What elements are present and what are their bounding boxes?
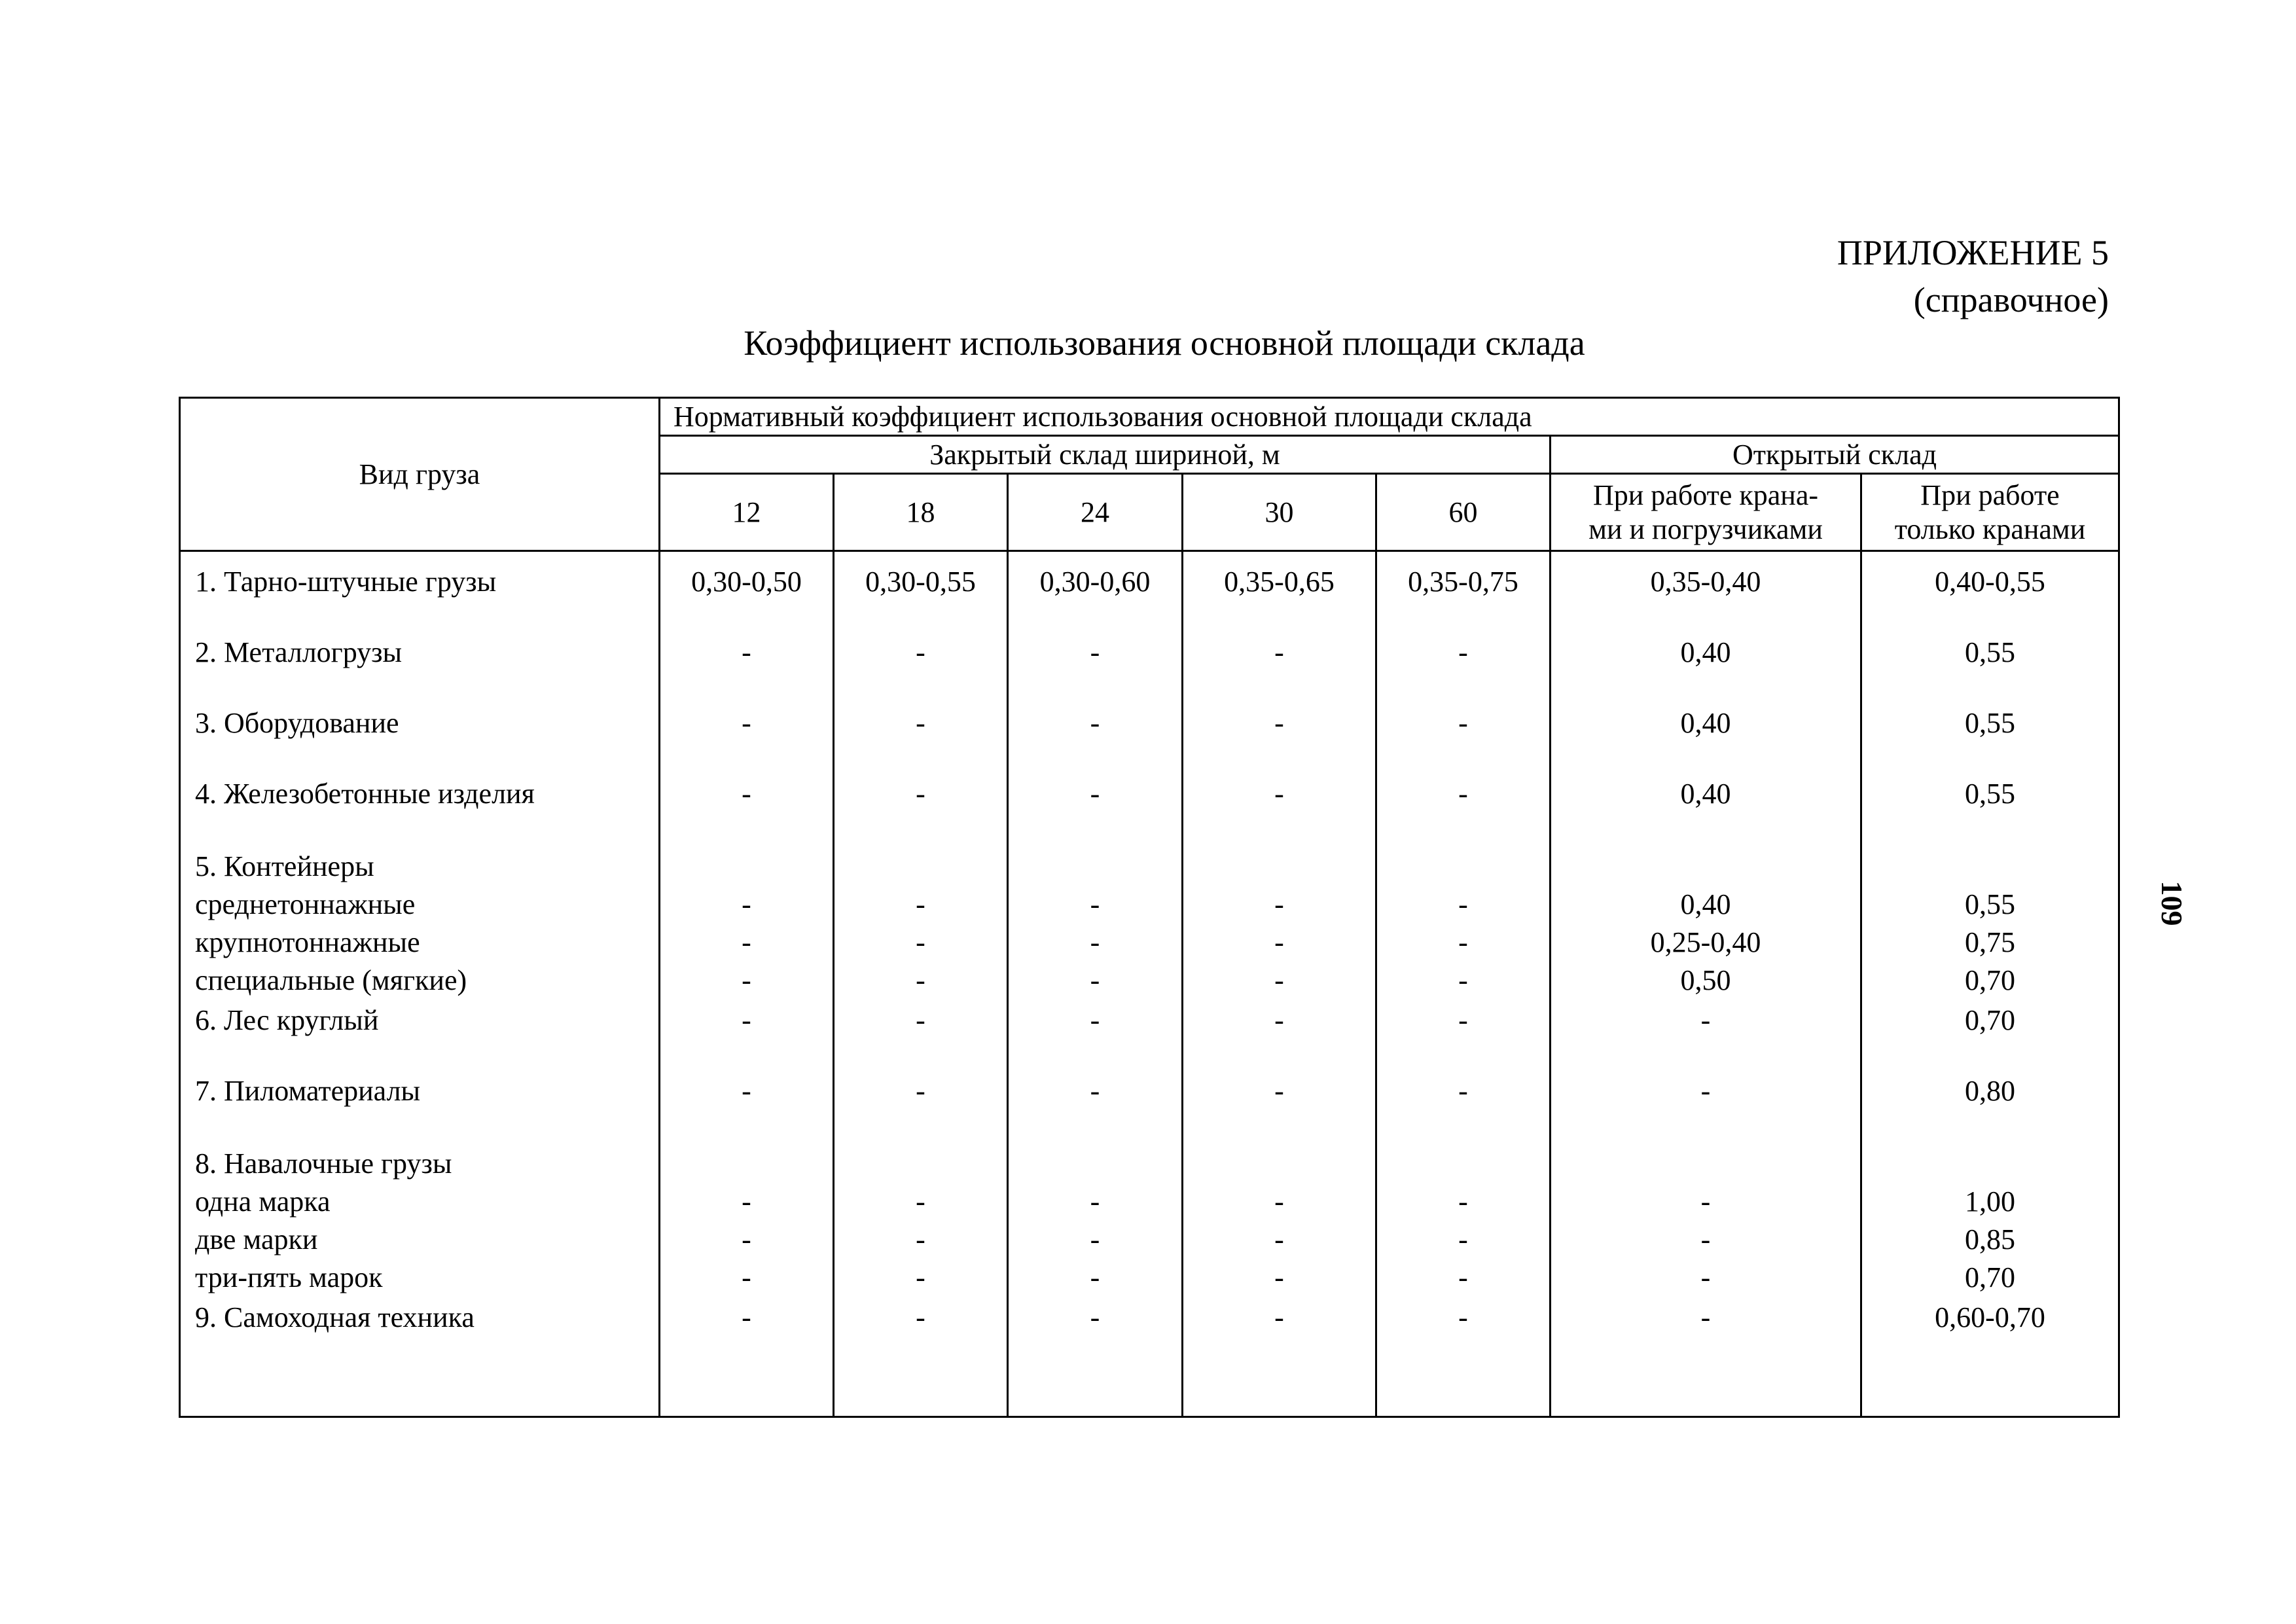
- header-closed-warehouse: Закрытый склад шириной, м: [660, 436, 1551, 474]
- row-8-sub-2-w24: -: [1090, 1223, 1100, 1255]
- row-4-w12: -: [742, 778, 751, 810]
- header-cranes-and-loaders-line2: ми и погрузчиками: [1588, 513, 1823, 545]
- row-5-sub-2-w60: -: [1458, 926, 1468, 958]
- header-cranes-and-loaders-line1: При работе крана-: [1592, 478, 1819, 511]
- row-2-label: 2. Металлогрузы: [195, 636, 403, 668]
- row-3-w12: -: [742, 707, 751, 739]
- row-8-w12: [660, 1145, 833, 1301]
- width-30-column: [1183, 551, 1376, 1417]
- row-5-label: [195, 848, 658, 1003]
- row-1-label: 1. Тарно-штучные грузы: [195, 566, 497, 598]
- row-5-sub-3-w18: -: [916, 964, 925, 996]
- row-3-w18: -: [916, 707, 925, 739]
- row-7-open2: 0,80: [1965, 1075, 2015, 1107]
- row-8-sub-1-w12: -: [742, 1185, 751, 1218]
- row-3-w30: -: [1274, 707, 1284, 739]
- header-normative-coefficient: Нормативный коэффициент использования основной площади склада: [660, 398, 2119, 436]
- table-body-row: [180, 551, 2119, 1417]
- header-cargo-type: Вид груза: [180, 398, 660, 551]
- row-5-sub-1-w18: -: [916, 888, 925, 920]
- cranes-and-loaders-column: [1551, 551, 1861, 1417]
- row-8-open1: [1551, 1145, 1860, 1301]
- row-8-label: [195, 1145, 658, 1301]
- row-8-sub-1-w24: -: [1090, 1185, 1100, 1218]
- row-3-w24: -: [1090, 707, 1100, 739]
- row-8-sub-1-w18: -: [916, 1185, 925, 1218]
- row-8-sub-3-label: три-пять марок: [195, 1261, 383, 1293]
- row-5-w12: [660, 848, 833, 1003]
- row-5-open2: [1862, 848, 2118, 1003]
- row-1-w24: 0,30-0,60: [1039, 566, 1151, 598]
- row-4-open2: 0,55: [1965, 778, 2015, 810]
- row-5-sub-2-open2: 0,75: [1965, 926, 2015, 958]
- row-9-label: 9. Самоходная техника: [195, 1301, 475, 1333]
- row-5-sub-2-w12: -: [742, 926, 751, 958]
- appendix-subtitle: (справочное): [1913, 280, 2109, 319]
- row-1-open1: 0,35-0,40: [1650, 566, 1761, 598]
- cargo-column: [180, 551, 660, 1417]
- row-5-spacer: [1551, 848, 1860, 886]
- row-5-spacer: [1377, 848, 1549, 886]
- row-8-sub-2-open2: 0,85: [1965, 1223, 2015, 1255]
- row-8-spacer: [1551, 1145, 1860, 1183]
- row-5-sub-2-w24: -: [1090, 926, 1100, 958]
- coefficient-table: [179, 397, 2120, 1418]
- row-7-label: 7. Пиломатериалы: [195, 1075, 421, 1107]
- row-7-w12: -: [742, 1075, 751, 1107]
- page-number: 109: [2155, 880, 2189, 926]
- row-8-sub-3-w18: -: [916, 1261, 925, 1293]
- row-8-spacer: [834, 1145, 1007, 1183]
- row-6-w30: -: [1274, 1004, 1284, 1036]
- row-9-w30: -: [1274, 1301, 1284, 1333]
- row-5-sub-1-w30: -: [1274, 888, 1284, 920]
- row-8-sub-3-w30: -: [1274, 1261, 1284, 1293]
- header-cranes-only: [1861, 474, 2119, 551]
- row-2-w18: -: [916, 636, 925, 668]
- row-8-spacer: [1009, 1145, 1181, 1183]
- row-5-sub-3-open2: 0,70: [1965, 964, 2015, 996]
- row-5-w30: [1183, 848, 1375, 1003]
- header-width-24: 24: [1008, 474, 1183, 551]
- width-18-column: [834, 551, 1008, 1417]
- row-5-w24: [1009, 848, 1181, 1003]
- row-4-w30: -: [1274, 778, 1284, 810]
- row-8-sub-2-w30: -: [1274, 1223, 1284, 1255]
- row-6-label: 6. Лес круглый: [195, 1004, 379, 1036]
- row-5-w18: [834, 848, 1007, 1003]
- row-8-sub-1-open2: 1,00: [1965, 1185, 2015, 1218]
- row-5-sub-2-w30: -: [1274, 926, 1284, 958]
- header-row-1: [180, 398, 2119, 436]
- row-8-sub-2-label: две марки: [195, 1223, 318, 1255]
- width-12-column: [660, 551, 834, 1417]
- row-3-label: 3. Оборудование: [195, 707, 399, 739]
- row-2-w12: -: [742, 636, 751, 668]
- row-5-sub-3-w60: -: [1458, 964, 1468, 996]
- row-9-open2: 0,60-0,70: [1935, 1301, 2045, 1333]
- row-8-w24: [1009, 1145, 1181, 1301]
- row-5-spacer: [660, 848, 833, 886]
- header-cranes-only-line2: только кранами: [1894, 513, 2086, 545]
- row-8-sub-1-label: одна марка: [195, 1185, 331, 1218]
- row-8-spacer: [660, 1145, 833, 1183]
- row-9-w24: -: [1090, 1301, 1100, 1333]
- header-open-warehouse: Открытый склад: [1551, 436, 2119, 474]
- row-3-open1: 0,40: [1680, 707, 1731, 739]
- width-60-column: [1376, 551, 1551, 1417]
- row-8-spacer: [1183, 1145, 1375, 1183]
- cranes-only-column: [1861, 551, 2119, 1417]
- row-7-w18: -: [916, 1075, 925, 1107]
- header-cranes-only-line1: При работе: [1920, 478, 2060, 511]
- row-5-sub-2-open1: 0,25-0,40: [1650, 926, 1761, 958]
- row-4-open1: 0,40: [1680, 778, 1731, 810]
- row-5-sub-1-w24: -: [1090, 888, 1100, 920]
- row-2-w30: -: [1274, 636, 1284, 668]
- row-5-sub-3-open1: 0,50: [1680, 964, 1731, 996]
- header-width-30: 30: [1183, 474, 1376, 551]
- row-5-sub-1-w60: -: [1458, 888, 1468, 920]
- width-24-column: [1008, 551, 1183, 1417]
- row-5-spacer: [1009, 848, 1181, 886]
- row-2-w24: -: [1090, 636, 1100, 668]
- header-width-60: 60: [1376, 474, 1551, 551]
- row-5-open1: [1551, 848, 1860, 1003]
- row-5-sub-2-w18: -: [916, 926, 925, 958]
- row-5-sub-1-open1: 0,40: [1680, 888, 1731, 920]
- row-9-w12: -: [742, 1301, 751, 1333]
- row-5-sub-1-label: среднетоннажные: [195, 888, 416, 920]
- row-5-sub-2-label: крупнотоннажные: [195, 926, 420, 958]
- row-3-w60: -: [1458, 707, 1468, 739]
- row-1-open2: 0,40-0,55: [1935, 566, 2045, 598]
- header-cranes-and-loaders: [1551, 474, 1861, 551]
- row-6-open2: 0,70: [1965, 1004, 2015, 1036]
- row-7-w60: -: [1458, 1075, 1468, 1107]
- row-5-sub-1-open2: 0,55: [1965, 888, 2015, 920]
- row-7-w24: -: [1090, 1075, 1100, 1107]
- row-9-open1: -: [1700, 1301, 1711, 1333]
- header-width-18: 18: [834, 474, 1008, 551]
- row-5-spacer: [1862, 848, 2118, 886]
- row-4-label: 4. Железобетонные изделия: [195, 778, 535, 810]
- row-3-open2: 0,55: [1965, 707, 2015, 739]
- row-8-w30: [1183, 1145, 1375, 1301]
- row-8-sub-2-open1: -: [1700, 1223, 1711, 1255]
- row-6-w60: -: [1458, 1004, 1468, 1036]
- row-1-w18: 0,30-0,55: [865, 566, 976, 598]
- row-8-sub-1-w60: -: [1458, 1185, 1468, 1218]
- row-5-w60: [1377, 848, 1549, 1003]
- row-8-sub-3-open1: -: [1700, 1261, 1711, 1293]
- row-1-w30: 0,35-0,65: [1224, 566, 1335, 598]
- row-8-sub-3-w12: -: [742, 1261, 751, 1293]
- row-8-spacer: [1377, 1145, 1549, 1183]
- row-4-w60: -: [1458, 778, 1468, 810]
- row-5-sub-3-w24: -: [1090, 964, 1100, 996]
- row-6-open1: -: [1700, 1004, 1711, 1036]
- row-5-sub-1-w12: -: [742, 888, 751, 920]
- row-6-w18: -: [916, 1004, 925, 1036]
- row-8-sub-1-w30: -: [1274, 1185, 1284, 1218]
- row-8-sub-2-w60: -: [1458, 1223, 1468, 1255]
- row-5-sub-3-label: специальные (мягкие): [195, 964, 467, 996]
- row-5-sub-3-w30: -: [1274, 964, 1284, 996]
- row-8-sub-3-w60: -: [1458, 1261, 1468, 1293]
- table-title: Коэффициент использования основной площади склада: [744, 323, 1585, 363]
- row-8-sub-1-open1: -: [1700, 1185, 1711, 1218]
- row-2-open1: 0,40: [1680, 636, 1731, 668]
- row-4-w24: -: [1090, 778, 1100, 810]
- row-5-title: 5. Контейнеры: [195, 850, 374, 882]
- row-8-w18: [834, 1145, 1007, 1301]
- row-9-w60: -: [1458, 1301, 1468, 1333]
- row-8-open2: [1862, 1145, 2118, 1301]
- row-9-w18: -: [916, 1301, 925, 1333]
- row-5-sub-3-w12: -: [742, 964, 751, 996]
- row-4-w18: -: [916, 778, 925, 810]
- row-1-w60: 0,35-0,75: [1408, 566, 1518, 598]
- row-1-w12: 0,30-0,50: [691, 566, 802, 598]
- row-7-w30: -: [1274, 1075, 1284, 1107]
- row-2-w60: -: [1458, 636, 1468, 668]
- row-8-spacer: [1862, 1145, 2118, 1183]
- row-6-w12: -: [742, 1004, 751, 1036]
- appendix-label: [1837, 229, 2109, 323]
- row-8-sub-2-w18: -: [916, 1223, 925, 1255]
- row-5-spacer: [1183, 848, 1375, 886]
- header-width-12: 12: [660, 474, 834, 551]
- row-5-spacer: [834, 848, 1007, 886]
- row-8-title: 8. Навалочные грузы: [195, 1147, 452, 1180]
- row-8-sub-3-w24: -: [1090, 1261, 1100, 1293]
- row-7-open1: -: [1700, 1075, 1711, 1107]
- row-8-sub-3-open2: 0,70: [1965, 1261, 2015, 1293]
- row-6-w24: -: [1090, 1004, 1100, 1036]
- row-2-open2: 0,55: [1965, 636, 2015, 668]
- appendix-title: ПРИЛОЖЕНИЕ 5: [1837, 233, 2109, 272]
- row-8-sub-2-w12: -: [742, 1223, 751, 1255]
- row-8-w60: [1377, 1145, 1549, 1301]
